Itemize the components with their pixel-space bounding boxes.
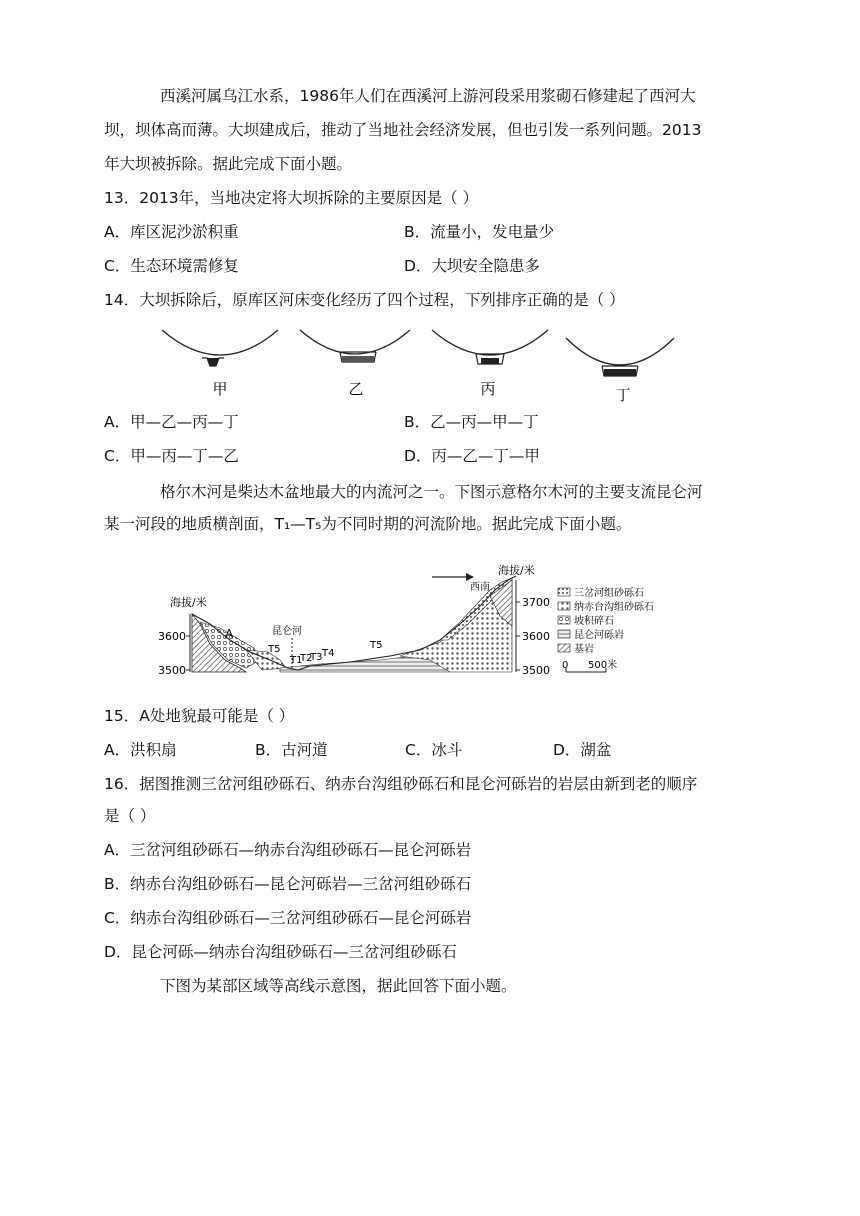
q14-option-a: A．甲—乙—丙—丁 bbox=[104, 413, 239, 431]
river-label: 昆仑河 bbox=[272, 626, 302, 637]
riverbed-diagrams bbox=[150, 322, 690, 404]
diagram-jia bbox=[162, 330, 278, 366]
q16-stem-line2: 是（ ） bbox=[104, 807, 156, 825]
passage2-line2: 某一河段的地质横剖面，T₁—T₅为不同时期的河流阶地。据此完成下面小题。 bbox=[104, 515, 632, 533]
scale-zero: 0 bbox=[562, 660, 569, 671]
label-bing: 丙 bbox=[480, 380, 496, 398]
legend-kunlun: 昆仑河砾岩 bbox=[574, 630, 624, 641]
scale-length: 500米 bbox=[588, 660, 618, 671]
q15-option-c: C．冰斗 bbox=[405, 741, 463, 759]
q16-option-d: D．昆仑河砾—纳赤台沟组砂砾石—三岔河组砂砾石 bbox=[104, 943, 457, 961]
diagram-bing bbox=[432, 330, 548, 364]
tick-right-3500: 3500 bbox=[522, 664, 550, 677]
q16-option-a: A．三岔河组砂砾石—纳赤台沟组砂砾石—昆仑河砾岩 bbox=[104, 841, 472, 859]
terrace-t3: T3 bbox=[310, 652, 323, 663]
label-a: A bbox=[225, 627, 234, 641]
diagram-ding bbox=[566, 338, 674, 376]
q16-stem-line1: 16．据图推测三岔河组砂砾石、纳赤台沟组砂砾石和昆仑河砾岩的岩层由新到老的顺序 bbox=[104, 775, 698, 793]
q14-option-c: C．甲—丙—丁—乙 bbox=[104, 447, 239, 465]
tick-right-3600: 3600 bbox=[522, 630, 550, 643]
passage3: 下图为某部区域等高线示意图，据此回答下面小题。 bbox=[160, 977, 517, 995]
q15-option-d: D．湖盆 bbox=[553, 741, 612, 759]
q13-stem: 13．2013年，当地决定将大坝拆除的主要原因是（ ） bbox=[104, 189, 479, 207]
passage1-line1: 西溪河属乌江水系，1986年人们在西溪河上游河段采用浆砌石修建起了西河大 bbox=[160, 87, 696, 105]
legend-poji: 坡积碎石 bbox=[574, 616, 614, 627]
passage1-line2: 坝，坝体高而薄。大坝建成后，推动了当地社会经济发展，但也引发一系列问题。2013 bbox=[104, 121, 702, 139]
terrace-t4: T4 bbox=[322, 648, 335, 659]
label-jia: 甲 bbox=[212, 380, 228, 398]
terrace-t2: T2 bbox=[300, 653, 313, 664]
q13-option-b: B．流量小，发电量少 bbox=[404, 223, 555, 241]
passage2-line1: 格尔木河是柴达木盆地最大的内流河之一。下图示意格尔木河的主要支流昆仑河 bbox=[160, 483, 703, 501]
q15-option-b: B．古河道 bbox=[255, 741, 328, 759]
ylabel-left: 海拔/米 bbox=[170, 596, 207, 609]
tick-left-3600: 3600 bbox=[158, 630, 186, 643]
terrace-t5-left: T5 bbox=[268, 644, 281, 655]
legend-sancha: 三岔河组砂砾石 bbox=[574, 588, 644, 599]
q14-option-b: B．乙—丙—甲—丁 bbox=[404, 413, 539, 431]
label-ding: 丁 bbox=[615, 386, 631, 404]
direction-label: 西南 bbox=[470, 582, 490, 593]
ylabel-right: 海拔/米 bbox=[498, 564, 535, 577]
terrace-t5-right: T5 bbox=[370, 640, 383, 651]
q15-option-a: A．洪积扇 bbox=[104, 741, 177, 759]
passage1-line3: 年大坝被拆除。据此完成下面小题。 bbox=[104, 155, 353, 173]
q13-option-d: D．大坝安全隐患多 bbox=[404, 257, 540, 275]
legend-jiyan: 基岩 bbox=[574, 644, 594, 655]
scale-bar bbox=[562, 658, 617, 672]
diagram-yi bbox=[300, 330, 410, 362]
label-yi: 乙 bbox=[348, 380, 364, 398]
q14-stem: 14．大坝拆除后，原库区河床变化经历了四个过程，下列排序正确的是（ ） bbox=[104, 291, 625, 309]
q16-option-b: B．纳赤台沟组砂砾石—昆仑河砾岩—三岔河组砂砾石 bbox=[104, 875, 472, 893]
q13-option-c: C．生态环境需修复 bbox=[104, 257, 239, 275]
q14-option-d: D．丙—乙—丁—甲 bbox=[404, 447, 540, 465]
tick-right-3700: 3700 bbox=[522, 596, 550, 609]
q13-option-a: A．库区泥沙淤积重 bbox=[104, 223, 239, 241]
legend bbox=[558, 586, 654, 655]
terrace-t1: T1 bbox=[290, 655, 303, 666]
legend-nachi: 纳赤台沟组砂砾石 bbox=[574, 602, 654, 613]
tick-left-3500: 3500 bbox=[158, 664, 186, 677]
q15-stem: 15．A处地貌最可能是（ ） bbox=[104, 707, 295, 725]
q16-option-c: C．纳赤台沟组砂砾石—三岔河组砂砾石—昆仑河砾岩 bbox=[104, 909, 472, 927]
geological-profile bbox=[150, 556, 680, 686]
